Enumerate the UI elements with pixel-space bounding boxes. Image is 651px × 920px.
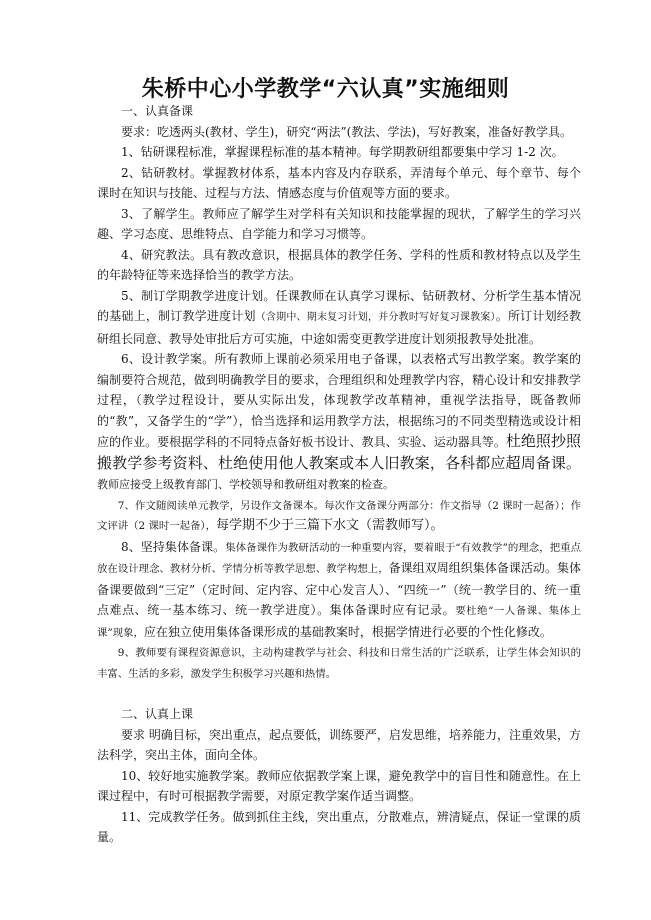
s2-item-11: 11、完成教学任务。做到抓住主线，突出重点，分散难点，辨清疑点，保证一堂课的质量。: [97, 809, 581, 844]
s2-item-10: 10、较好地实施教学案。教师应依据教学案上课，避免教学中的盲目性和随意性。在上课过程中，有时可根据教学需要，对原定教学案作适当调整。: [97, 768, 581, 803]
item5-text-b: （含期中、期末复习计划，并分教时写好复习课教案）: [255, 312, 496, 323]
item7-text-b: 每学期不少于三篇下水文（需教师写）。: [216, 518, 444, 533]
item8-text-d: 要杜绝“一人备课、集体上课”现象，: [97, 605, 581, 639]
item8-text-c: 备课组双周组织集体备课活动。集体备课要做到“三定”（定时间、定内容、定中心发言人）、“四统一”（统一教学目的、统一重点难点、统一基本练习、统一教学进度）。集体备课时应有记录。: [97, 561, 581, 617]
page-title: 朱桥中心小学教学“六认真”实施细则: [141, 77, 510, 102]
item8-text-a: 8、坚持集体备课。: [121, 539, 226, 554]
item8-text-e: 应在独立使用集体备课形成的基础教案时，根据学情进行必要的个性化修改。: [143, 624, 552, 639]
s1-item-3: 3、了解学生。教师应了解学生对学科有关知识和技能掌握的现状，了解学生的学习兴趣、学习态度、思维特点、自学能力和学习习惯等。: [97, 206, 581, 241]
item6-text-d: 杜绝照抄照搬教学参考资料、杜绝使用他人教案或本人旧教案，各科都应超周备课。: [97, 432, 581, 472]
item5-text-a: 5、制订学期教学进度计划。任课教师在认真学习课标、钻研教材、分析学生基本情况的基础上，制订教学进度计划: [97, 288, 581, 323]
s1-item-9: 9、教师要有课程资源意识，主动构建教学与社会、科技和日常生活的广泛联系，让学生体会知识的丰富、生活的多彩，激发学生积极学习兴趣和热情。: [97, 647, 581, 680]
s1-item-5: [97, 286, 581, 350]
item5-text-c: 。所订计划经教研组长同意、教导处审批后方可实施，中途如需变更教学进度计划须报教导处批准。: [97, 309, 581, 346]
s1-item-7: [97, 496, 581, 537]
item7-text-a: 7、作文随阅读单元教学，另设作文备课本。每次作文备课分两部分：作文指导（2 课时一起备）；作文评讲（2 课时一起备），: [97, 499, 581, 532]
s2-requirement: 要求 明确目标，突出重点，起点要低，训练要严，启发思维，培养能力，注重效果，方法科学，突出主体，面向全体。: [97, 727, 581, 762]
s1-item-1: 1、钻研课程标准，掌握课程标准的基本精神。每学期教研组都要集中学习 1-2 次。: [121, 145, 564, 159]
item6-text-e: 教师应接受上级教育部门、学校领导和教研组对教案的检查。: [97, 478, 394, 491]
item8-text-b: 集体备课作为教研活动的一种重要内容，要着眼于“有效教学”的理念，把重点放在设计理念、教材分析、学情分析等教学思想、教学构想上，: [97, 541, 581, 575]
document-body: [97, 101, 581, 848]
section-heading-1: 一、认真备课: [121, 104, 194, 118]
item6-text-c: ，恰当选择和运用教学方法，根据练习的不同类型精选或设计相应的作业。要根据学科的不同特点备好板书设计、教具、实验、运动器具等。: [97, 413, 581, 449]
item6-text-a: 6、设计教学案。所有教师上课前必须采用电子备课，以表格式写出教学案。教学案的编制要符合规范，做到明确教学目的要求，合理组织和处理教学内容，精心设计和安排教学过程，: [97, 352, 581, 407]
section-heading-2: 二、认真上课: [121, 707, 194, 721]
s1-requirement: 要求：吃透两头(教材、学生)，研究“两法”(教法、学法)，写好教案，准备好教学具。: [121, 124, 572, 139]
item6-text-b: （教学过程设计，要从实际出发，体现教学改革精神，重视学法指导，既备教师的“教”，又备学生的“学”）: [97, 393, 581, 428]
s1-item-6: [97, 349, 581, 496]
s1-item-4: 4、研究教法。具有教改意识，根据具体的教学任务、学科的性质和教材特点以及学生的年龄特征等来选择恰当的教学方法。: [97, 247, 581, 282]
section-spacer: [97, 684, 581, 704]
s1-item-2: 2、钻研教材。掌握教材体系，基本内容及内存联系，弄清每个单元、每个章节、每个课时在知识与技能、过程与方法、情感态度与价值观等方面的要求。: [97, 165, 581, 200]
s1-item-8: [97, 537, 581, 644]
